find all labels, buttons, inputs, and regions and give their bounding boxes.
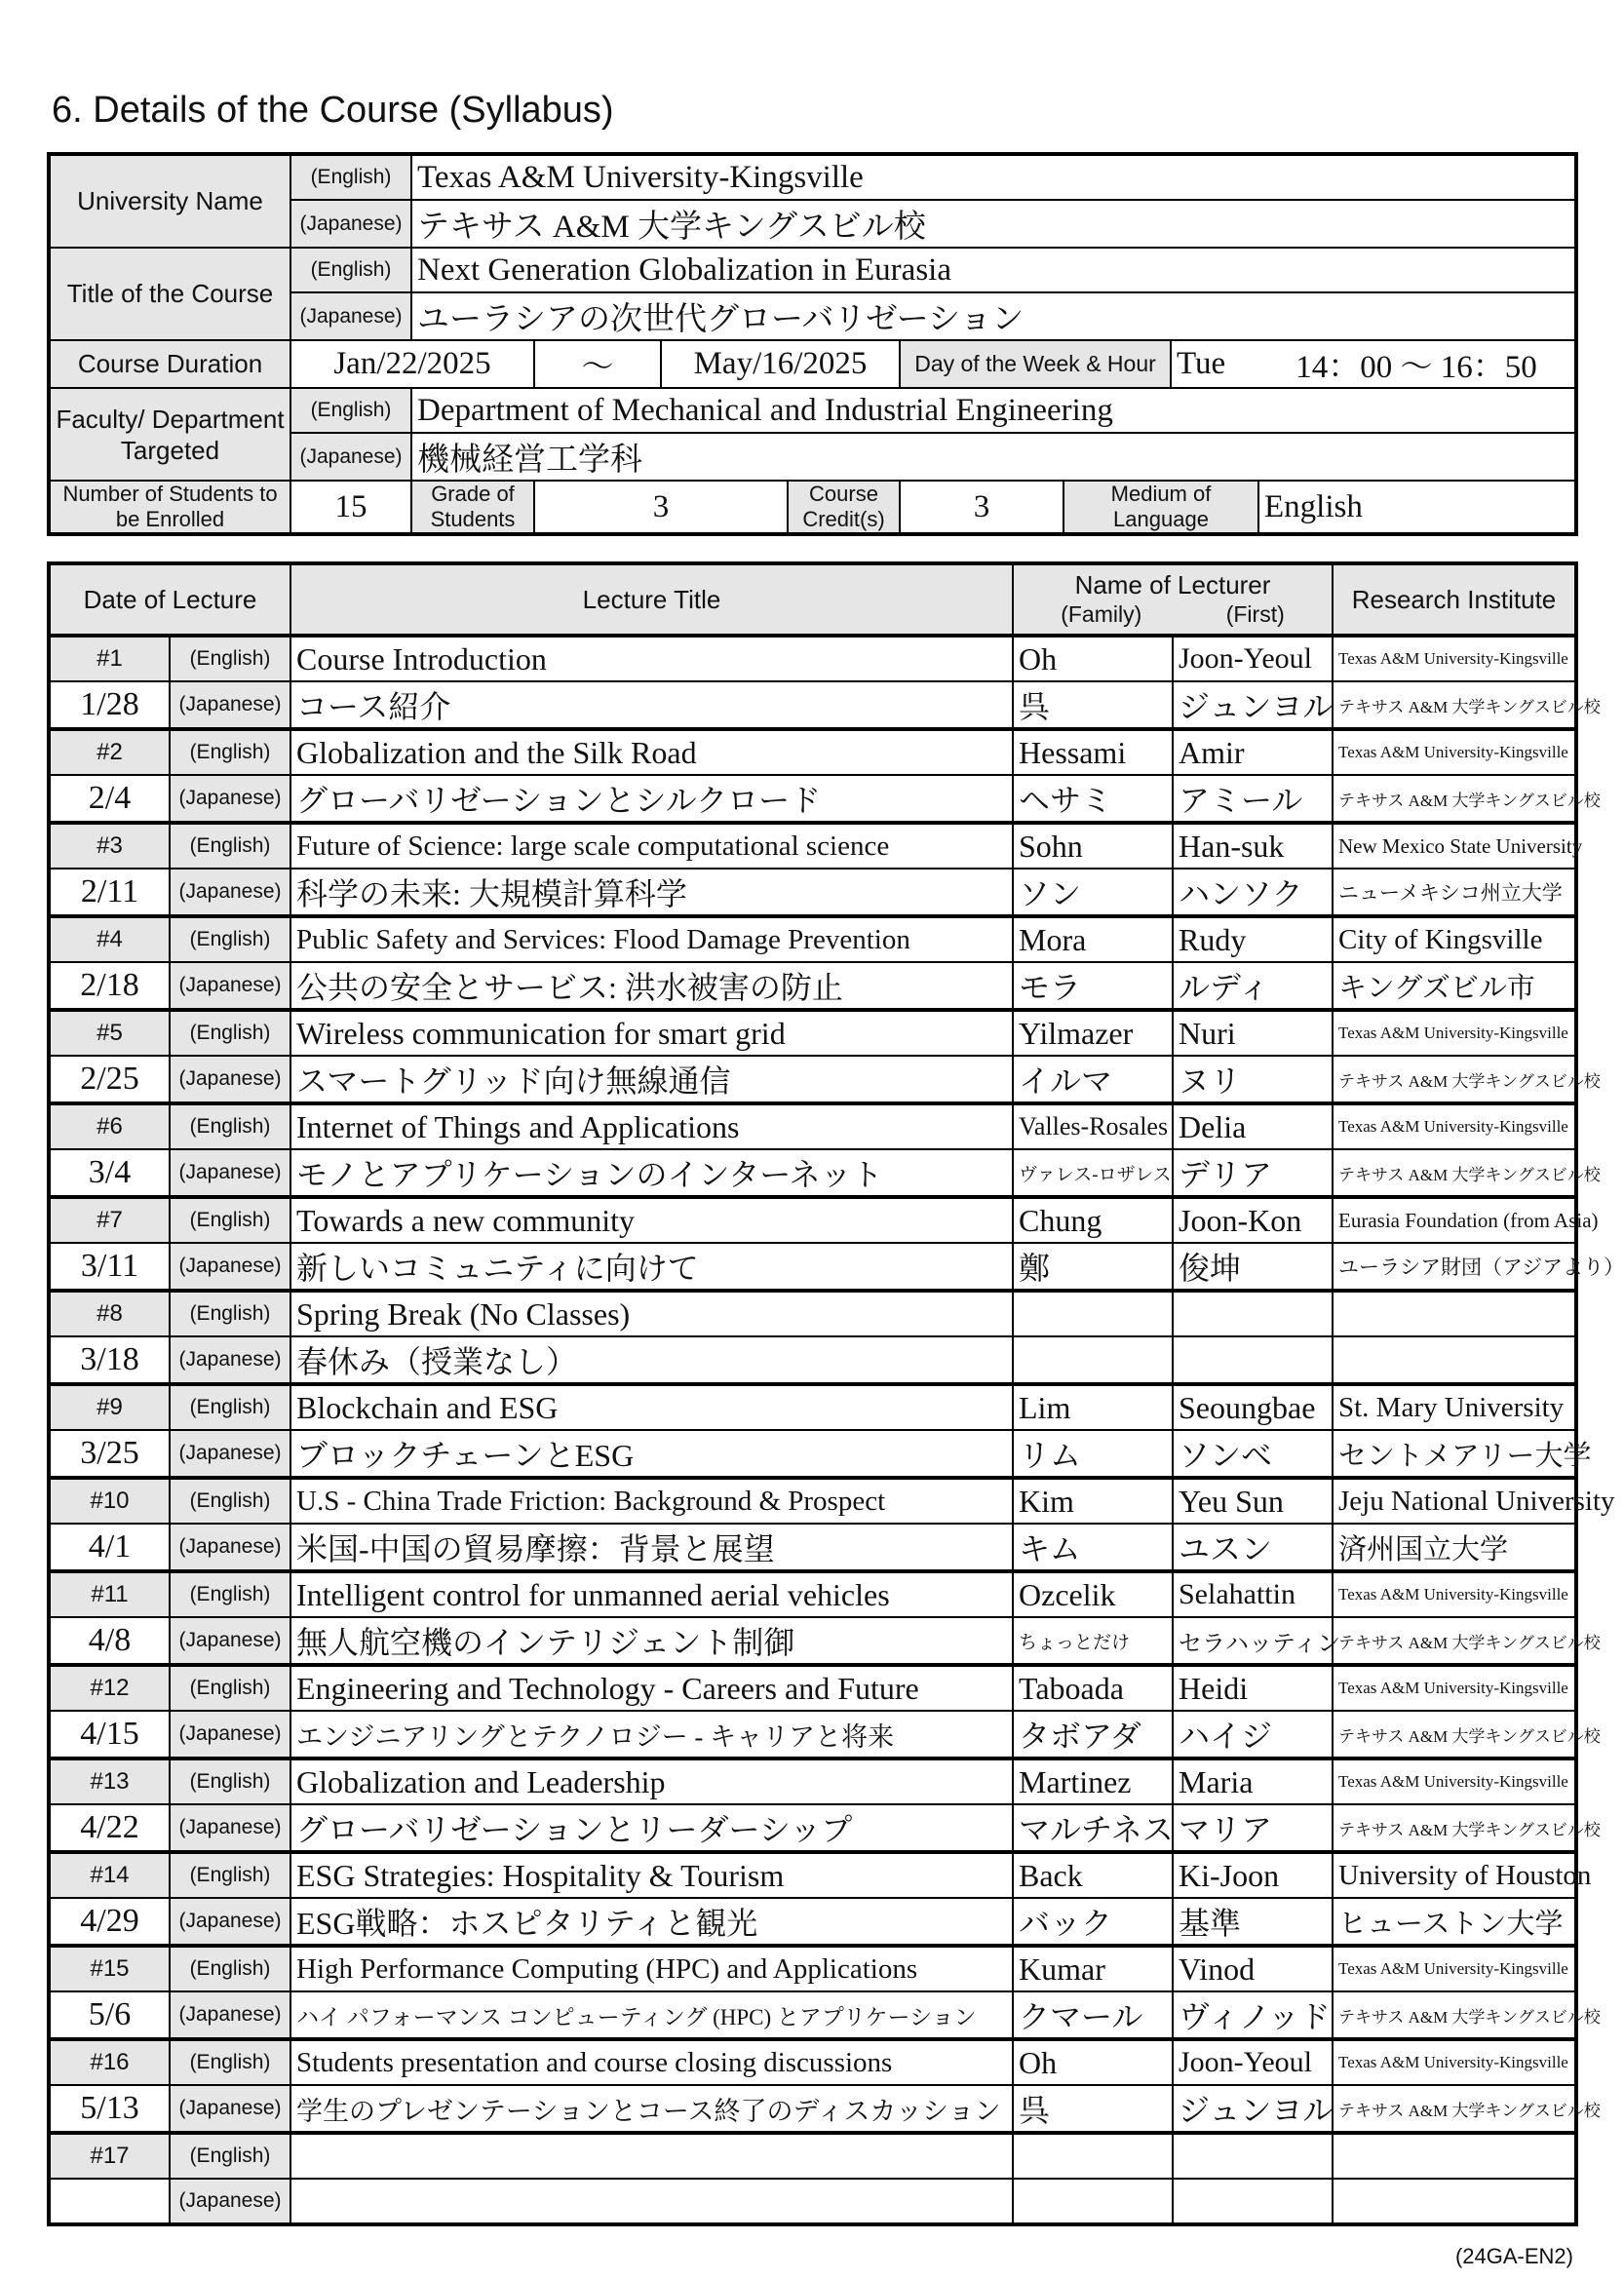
institute-en: Texas A&M University-Kingsville bbox=[1333, 636, 1576, 681]
lecture-row-japanese bbox=[49, 962, 1576, 1010]
lecture-date bbox=[49, 2179, 170, 2224]
institute-ja: テキサス A&M 大学キングスビル校 bbox=[1333, 775, 1576, 823]
lecturer-first-ja: ジュンヨル bbox=[1173, 2085, 1333, 2133]
lecture-row-japanese bbox=[49, 869, 1576, 916]
lecture-number: #17 bbox=[49, 2133, 170, 2179]
lecture-row-english bbox=[49, 1103, 1576, 1149]
lecturer-header-label: Name of Lecturer bbox=[1074, 570, 1271, 599]
institute-ja: テキサス A&M 大学キングスビル校 bbox=[1333, 1056, 1576, 1103]
lecture-title-en: Course Introduction bbox=[290, 636, 1013, 681]
institute-en: Jeju National University bbox=[1333, 1478, 1576, 1524]
institute-en: Texas A&M University-Kingsville bbox=[1333, 1665, 1576, 1711]
lecture-schedule-table bbox=[47, 561, 1624, 2226]
lecture-title-en: Spring Break (No Classes) bbox=[290, 1291, 1013, 1336]
lecturer-family-en: Kumar bbox=[1013, 1946, 1173, 1991]
lecture-title-en: Blockchain and ESG bbox=[290, 1384, 1013, 1430]
japanese-tag: (Japanese) bbox=[290, 200, 411, 248]
lecture-title-en: Future of Science: large scale computational science bbox=[290, 823, 1013, 869]
lecture-title-ja: モノとアプリケーションのインターネット bbox=[290, 1149, 1013, 1197]
lecture-row-japanese bbox=[49, 1804, 1576, 1852]
lecturer-first-en: Yeu Sun bbox=[1173, 1478, 1333, 1524]
institute-en: Texas A&M University-Kingsville bbox=[1333, 1758, 1576, 1804]
lecturer-family-en: Oh bbox=[1013, 2039, 1173, 2085]
lecture-row-japanese bbox=[49, 1617, 1576, 1665]
duration-end: May/16/2025 bbox=[661, 340, 900, 388]
lecture-title-en: Wireless communication for smart grid bbox=[290, 1010, 1013, 1056]
institute-ja: ニューメキシコ州立大学 bbox=[1333, 869, 1576, 916]
japanese-tag: (Japanese) bbox=[170, 1336, 290, 1384]
institute-ja: ユーラシア財団（アジアより） bbox=[1333, 1243, 1576, 1291]
first-header: (First) bbox=[1225, 601, 1285, 627]
grade-value: 3 bbox=[534, 481, 788, 534]
lecture-title-ja: 公共の安全とサービス: 洪水被害の防止 bbox=[290, 962, 1013, 1010]
japanese-tag: (Japanese) bbox=[170, 2085, 290, 2133]
institute-en: Eurasia Foundation (from Asia) bbox=[1333, 1197, 1576, 1243]
lecturer-first-en: Selahattin bbox=[1173, 1571, 1333, 1617]
lecture-number: #14 bbox=[49, 1852, 170, 1898]
lecture-number: #13 bbox=[49, 1758, 170, 1804]
institute-en: City of Kingsville bbox=[1333, 916, 1576, 962]
institute-ja: テキサス A&M 大学キングスビル校 bbox=[1333, 1991, 1576, 2039]
lecturer-family-ja: タボアダ bbox=[1013, 1711, 1173, 1758]
duration-separator: ～ bbox=[534, 340, 661, 388]
lecture-title-en: Students presentation and course closing discussions bbox=[290, 2039, 1013, 2085]
lecture-title-ja: 春休み（授業なし） bbox=[290, 1336, 1013, 1384]
lecture-title-en: Public Safety and Services: Flood Damage Prevention bbox=[290, 916, 1013, 962]
english-tag: (English) bbox=[170, 1571, 290, 1617]
title-header: Lecture Title bbox=[290, 563, 1013, 636]
japanese-tag: (Japanese) bbox=[170, 1617, 290, 1665]
english-tag: (English) bbox=[170, 2039, 290, 2085]
institute-en: New Mexico State University bbox=[1333, 823, 1576, 869]
faculty-label: Faculty/ Department Targeted bbox=[49, 388, 290, 481]
lecturer-family-ja: ソン bbox=[1013, 869, 1173, 916]
lecturer-family-en: Taboada bbox=[1013, 1665, 1173, 1711]
lecturer-first-en: Vinod bbox=[1173, 1946, 1333, 1991]
institute-en: Texas A&M University-Kingsville bbox=[1333, 1571, 1576, 1617]
lecturer-family-ja bbox=[1013, 2179, 1173, 2224]
lecture-title-ja: 無人航空機のインテリジェント制御 bbox=[290, 1617, 1013, 1665]
lecture-row-english bbox=[49, 823, 1576, 869]
institute-en bbox=[1333, 1291, 1576, 1336]
lecture-date: 2/25 bbox=[49, 1056, 170, 1103]
lecturer-family-ja bbox=[1013, 1336, 1173, 1384]
institute-ja: テキサス A&M 大学キングスビル校 bbox=[1333, 1804, 1576, 1852]
lecture-row-japanese bbox=[49, 2085, 1576, 2133]
english-tag: (English) bbox=[290, 248, 411, 292]
english-tag: (English) bbox=[170, 1758, 290, 1804]
japanese-tag: (Japanese) bbox=[170, 2179, 290, 2224]
lecturer-family-ja: 鄭 bbox=[1013, 1243, 1173, 1291]
lecturer-first-en: Heidi bbox=[1173, 1665, 1333, 1711]
university-name-en: Texas A&M University-Kingsville bbox=[411, 154, 1576, 200]
english-tag: (English) bbox=[170, 1946, 290, 1991]
lecturer-family-ja: バック bbox=[1013, 1898, 1173, 1946]
institute-ja: テキサス A&M 大学キングスビル校 bbox=[1333, 1711, 1576, 1758]
lecture-row-english bbox=[49, 2039, 1576, 2085]
duration-start: Jan/22/2025 bbox=[290, 340, 534, 388]
lecturer-family-en: Ozcelik bbox=[1013, 1571, 1173, 1617]
institute-ja: テキサス A&M 大学キングスビル校 bbox=[1333, 681, 1576, 729]
lecturer-family-ja: ちょっとだけ bbox=[1013, 1617, 1173, 1665]
lecturer-family-ja: マルチネス bbox=[1013, 1804, 1173, 1852]
lecture-date: 2/4 bbox=[49, 775, 170, 823]
lecture-date: 5/13 bbox=[49, 2085, 170, 2133]
lecturer-family-en: Lim bbox=[1013, 1384, 1173, 1430]
institute-ja: テキサス A&M 大学キングスビル校 bbox=[1333, 2085, 1576, 2133]
japanese-tag: (Japanese) bbox=[170, 1149, 290, 1197]
lecture-date: 4/1 bbox=[49, 1524, 170, 1571]
lecture-number: #12 bbox=[49, 1665, 170, 1711]
lecture-hour: 14：00 ～ 16：50 bbox=[1258, 340, 1576, 388]
institute-ja bbox=[1333, 2179, 1576, 2224]
english-tag: (English) bbox=[170, 916, 290, 962]
japanese-tag: (Japanese) bbox=[170, 1804, 290, 1852]
lecturer-first-ja: ジュンヨル bbox=[1173, 681, 1333, 729]
japanese-tag: (Japanese) bbox=[170, 869, 290, 916]
lecturer-first-ja: ハイジ bbox=[1173, 1711, 1333, 1758]
lecture-title-ja: グローバリゼーションとシルクロード bbox=[290, 775, 1013, 823]
lecture-number: #4 bbox=[49, 916, 170, 962]
lecturer-first-en: Rudy bbox=[1173, 916, 1333, 962]
institute-ja: セントメアリー大学 bbox=[1333, 1430, 1576, 1478]
english-tag: (English) bbox=[170, 729, 290, 775]
lecture-date: 3/4 bbox=[49, 1149, 170, 1197]
lecture-row-english bbox=[49, 1665, 1576, 1711]
lecturer-family-ja: キム bbox=[1013, 1524, 1173, 1571]
lecture-title-ja bbox=[290, 2179, 1013, 2224]
english-tag: (English) bbox=[170, 2133, 290, 2179]
day-hour-label: Day of the Week & Hour bbox=[900, 340, 1171, 388]
lecturer-family-ja: 呉 bbox=[1013, 681, 1173, 729]
lecture-title-ja: ESG戦略：ホスピタリティと観光 bbox=[290, 1898, 1013, 1946]
japanese-tag: (Japanese) bbox=[170, 1243, 290, 1291]
num-students-label: Number of Students to be Enrolled bbox=[49, 481, 290, 534]
lecturer-family-ja: リム bbox=[1013, 1430, 1173, 1478]
lecture-date: 2/18 bbox=[49, 962, 170, 1010]
lecture-date: 4/29 bbox=[49, 1898, 170, 1946]
lecture-title-en: Intelligent control for unmanned aerial vehicles bbox=[290, 1571, 1013, 1617]
lecture-row-english bbox=[49, 1758, 1576, 1804]
lecturer-family-ja: 呉 bbox=[1013, 2085, 1173, 2133]
lecture-number: #1 bbox=[49, 636, 170, 681]
lecture-title-en bbox=[290, 2133, 1013, 2179]
faculty-en: Department of Mechanical and Industrial Engineering bbox=[411, 388, 1576, 433]
lecture-row-japanese bbox=[49, 1336, 1576, 1384]
lecturer-first-ja: ヴィノッド bbox=[1173, 1991, 1333, 2039]
lecturer-first-ja bbox=[1173, 1336, 1333, 1384]
lecture-row-english bbox=[49, 1010, 1576, 1056]
institute-ja bbox=[1333, 1336, 1576, 1384]
lecture-number: #11 bbox=[49, 1571, 170, 1617]
lecture-date: 3/18 bbox=[49, 1336, 170, 1384]
lecturer-first-en: Amir bbox=[1173, 729, 1333, 775]
lecturer-first-ja: セラハッティン bbox=[1173, 1617, 1333, 1665]
lecture-title-ja: エンジニアリングとテクノロジー - キャリアと将来 bbox=[290, 1711, 1013, 1758]
lecture-row-english bbox=[49, 1852, 1576, 1898]
lecture-title-ja: 学生のプレゼンテーションとコース終了のディスカッション bbox=[290, 2085, 1013, 2133]
lecture-number: #8 bbox=[49, 1291, 170, 1336]
lecturer-family-en: Valles-Rosales bbox=[1013, 1103, 1173, 1149]
page-heading: 6. Details of the Course (Syllabus) bbox=[52, 90, 614, 131]
institute-en: Texas A&M University-Kingsville bbox=[1333, 1946, 1576, 1991]
lecture-row-english bbox=[49, 636, 1576, 681]
grade-label: Grade of Students bbox=[411, 481, 534, 534]
english-tag: (English) bbox=[290, 388, 411, 433]
lecture-row-japanese bbox=[49, 681, 1576, 729]
lecture-title-en: Globalization and Leadership bbox=[290, 1758, 1013, 1804]
lecture-number: #6 bbox=[49, 1103, 170, 1149]
lecture-title-ja: ハイ パフォーマンス コンピューティング (HPC) とアプリケーション bbox=[290, 1991, 1013, 2039]
lecture-title-en: High Performance Computing (HPC) and Applications bbox=[290, 1946, 1013, 1991]
lecturer-first-ja: ソンベ bbox=[1173, 1430, 1333, 1478]
lecturer-first-en: Maria bbox=[1173, 1758, 1333, 1804]
english-tag: (English) bbox=[170, 1103, 290, 1149]
lecture-row-japanese bbox=[49, 1056, 1576, 1103]
japanese-tag: (Japanese) bbox=[170, 1991, 290, 2039]
lecturer-first-ja: ユスン bbox=[1173, 1524, 1333, 1571]
lecture-row-japanese bbox=[49, 1430, 1576, 1478]
lecture-title-ja: ブロックチェーンとESG bbox=[290, 1430, 1013, 1478]
university-name-ja: テキサス A&M 大学キングスビル校 bbox=[411, 200, 1576, 248]
lecture-row-english bbox=[49, 2133, 1576, 2179]
lecturer-family-en: Kim bbox=[1013, 1478, 1173, 1524]
lecture-title-ja: グローバリゼーションとリーダーシップ bbox=[290, 1804, 1013, 1852]
japanese-tag: (Japanese) bbox=[170, 962, 290, 1010]
lecture-row-japanese bbox=[49, 1243, 1576, 1291]
lecture-title-ja: 米国-中国の貿易摩擦：背景と展望 bbox=[290, 1524, 1013, 1571]
japanese-tag: (Japanese) bbox=[170, 1898, 290, 1946]
day-of-week: Tue bbox=[1171, 340, 1258, 388]
lecture-title-ja: コース紹介 bbox=[290, 681, 1013, 729]
english-tag: (English) bbox=[170, 1384, 290, 1430]
lecture-row-english bbox=[49, 729, 1576, 775]
date-header: Date of Lecture bbox=[49, 563, 290, 636]
lecturer-first-en bbox=[1173, 2133, 1333, 2179]
lecturer-family-en: Chung bbox=[1013, 1197, 1173, 1243]
course-title-ja: ユーラシアの次世代グローバリゼーション bbox=[411, 292, 1576, 340]
lecturer-family-en: Hessami bbox=[1013, 729, 1173, 775]
lecturer-family-ja: イルマ bbox=[1013, 1056, 1173, 1103]
english-tag: (English) bbox=[290, 154, 411, 200]
institute-en: University of Houston bbox=[1333, 1852, 1576, 1898]
lecture-number: #9 bbox=[49, 1384, 170, 1430]
lecturer-first-en: Han-suk bbox=[1173, 823, 1333, 869]
form-code: (24GA-EN2) bbox=[1454, 2244, 1573, 2268]
university-name-label: University Name bbox=[49, 154, 290, 248]
lecturer-first-en bbox=[1173, 1291, 1333, 1336]
lecture-row-english bbox=[49, 916, 1576, 962]
japanese-tag: (Japanese) bbox=[170, 681, 290, 729]
lecturer-first-ja: 基準 bbox=[1173, 1898, 1333, 1946]
lecture-date: 4/22 bbox=[49, 1804, 170, 1852]
lecturer-family-ja: モラ bbox=[1013, 962, 1173, 1010]
lecture-number: #5 bbox=[49, 1010, 170, 1056]
lecture-title-ja: スマートグリッド向け無線通信 bbox=[290, 1056, 1013, 1103]
lecturer-family-en: Oh bbox=[1013, 636, 1173, 681]
english-tag: (English) bbox=[170, 1291, 290, 1336]
lecture-row-japanese bbox=[49, 1524, 1576, 1571]
course-duration-label: Course Duration bbox=[49, 340, 290, 388]
credits-label: Course Credit(s) bbox=[788, 481, 900, 534]
institute-en: Texas A&M University-Kingsville bbox=[1333, 1103, 1576, 1149]
lecturer-first-en: Joon-Kon bbox=[1173, 1197, 1333, 1243]
num-students-value: 15 bbox=[290, 481, 411, 534]
lecturer-first-en: Seoungbae bbox=[1173, 1384, 1333, 1430]
lecturer-first-en: Joon-Yeoul bbox=[1173, 2039, 1333, 2085]
lecturer-first-ja: ヌリ bbox=[1173, 1056, 1333, 1103]
lecture-date: 4/15 bbox=[49, 1711, 170, 1758]
lecturer-family-en: Sohn bbox=[1013, 823, 1173, 869]
institute-ja: 済州国立大学 bbox=[1333, 1524, 1576, 1571]
lecturer-first-ja: ハンソク bbox=[1173, 869, 1333, 916]
lecturer-header bbox=[1013, 563, 1333, 636]
japanese-tag: (Japanese) bbox=[170, 1524, 290, 1571]
lecturer-family-en bbox=[1013, 1291, 1173, 1336]
lecturer-family-ja: ヘサミ bbox=[1013, 775, 1173, 823]
lecture-date: 5/6 bbox=[49, 1991, 170, 2039]
lecturer-first-ja: アミール bbox=[1173, 775, 1333, 823]
lecturer-first-ja bbox=[1173, 2179, 1333, 2224]
lecture-title-en: Towards a new community bbox=[290, 1197, 1013, 1243]
lecturer-first-en: Joon-Yeoul bbox=[1173, 636, 1333, 681]
lecture-row-japanese bbox=[49, 2179, 1576, 2224]
credits-value: 3 bbox=[900, 481, 1063, 534]
lecture-row-english bbox=[49, 1571, 1576, 1617]
institute-en bbox=[1333, 2133, 1576, 2179]
institute-ja: テキサス A&M 大学キングスビル校 bbox=[1333, 1617, 1576, 1665]
lecture-date: 3/11 bbox=[49, 1243, 170, 1291]
lecturer-first-ja: マリア bbox=[1173, 1804, 1333, 1852]
japanese-tag: (Japanese) bbox=[170, 775, 290, 823]
institute-header: Research Institute bbox=[1333, 563, 1576, 636]
lecturer-family-en: Martinez bbox=[1013, 1758, 1173, 1804]
japanese-tag: (Japanese) bbox=[170, 1056, 290, 1103]
lecture-row-japanese bbox=[49, 775, 1576, 823]
course-title-label: Title of the Course bbox=[49, 248, 290, 340]
japanese-tag: (Japanese) bbox=[290, 292, 411, 340]
lecture-row-english bbox=[49, 1384, 1576, 1430]
english-tag: (English) bbox=[170, 1852, 290, 1898]
lecture-row-japanese bbox=[49, 1898, 1576, 1946]
japanese-tag: (Japanese) bbox=[170, 1430, 290, 1478]
lecturer-family-en: Back bbox=[1013, 1852, 1173, 1898]
medium-value: English bbox=[1258, 481, 1576, 534]
lecture-number: #16 bbox=[49, 2039, 170, 2085]
lecture-title-en: Engineering and Technology - Careers and Future bbox=[290, 1665, 1013, 1711]
course-title-en: Next Generation Globalization in Eurasia bbox=[411, 248, 1576, 292]
lecture-title-ja: 新しいコミュニティに向けて bbox=[290, 1243, 1013, 1291]
lecturer-first-en: Ki-Joon bbox=[1173, 1852, 1333, 1898]
english-tag: (English) bbox=[170, 1665, 290, 1711]
lecture-row-japanese bbox=[49, 1711, 1576, 1758]
lecturer-first-ja: ルディ bbox=[1173, 962, 1333, 1010]
lecture-row-japanese bbox=[49, 1149, 1576, 1197]
lecture-number: #10 bbox=[49, 1478, 170, 1524]
japanese-tag: (Japanese) bbox=[170, 1711, 290, 1758]
lecturer-first-ja: 俊坤 bbox=[1173, 1243, 1333, 1291]
lecture-row-english bbox=[49, 1478, 1576, 1524]
lecturer-first-ja: デリア bbox=[1173, 1149, 1333, 1197]
japanese-tag: (Japanese) bbox=[290, 433, 411, 481]
lecture-number: #3 bbox=[49, 823, 170, 869]
english-tag: (English) bbox=[170, 1478, 290, 1524]
lecture-number: #7 bbox=[49, 1197, 170, 1243]
lecture-date: 1/28 bbox=[49, 681, 170, 729]
lecture-date: 4/8 bbox=[49, 1617, 170, 1665]
faculty-ja: 機械経営工学科 bbox=[411, 433, 1576, 481]
course-info-table bbox=[47, 152, 1578, 536]
lecture-row-english bbox=[49, 1946, 1576, 1991]
lecture-date: 3/25 bbox=[49, 1430, 170, 1478]
institute-ja: キングズビル市 bbox=[1333, 962, 1576, 1010]
institute-en: Texas A&M University-Kingsville bbox=[1333, 729, 1576, 775]
institute-ja: テキサス A&M 大学キングスビル校 bbox=[1333, 1149, 1576, 1197]
lecturer-family-ja: ヴァレス-ロザレス bbox=[1013, 1149, 1173, 1197]
english-tag: (English) bbox=[170, 636, 290, 681]
lecturer-family-en: Yilmazer bbox=[1013, 1010, 1173, 1056]
family-header: (Family) bbox=[1061, 601, 1142, 627]
institute-en: St. Mary University bbox=[1333, 1384, 1576, 1430]
lecture-number: #15 bbox=[49, 1946, 170, 1991]
lecturer-family-ja: クマール bbox=[1013, 1991, 1173, 2039]
lecture-title-ja: 科学の未来: 大規模計算科学 bbox=[290, 869, 1013, 916]
lecture-row-english bbox=[49, 1291, 1576, 1336]
institute-en: Texas A&M University-Kingsville bbox=[1333, 1010, 1576, 1056]
english-tag: (English) bbox=[170, 1010, 290, 1056]
lecture-title-en: Globalization and the Silk Road bbox=[290, 729, 1013, 775]
lecturer-family-en bbox=[1013, 2133, 1173, 2179]
lecture-row-english bbox=[49, 1197, 1576, 1243]
english-tag: (English) bbox=[170, 1197, 290, 1243]
lecturer-first-en: Nuri bbox=[1173, 1010, 1333, 1056]
lecturer-first-en: Delia bbox=[1173, 1103, 1333, 1149]
lecture-title-en: U.S - China Trade Friction: Background & Prospect bbox=[290, 1478, 1013, 1524]
lecturer-family-en: Mora bbox=[1013, 916, 1173, 962]
institute-ja: ヒューストン大学 bbox=[1333, 1898, 1576, 1946]
lecture-row-japanese bbox=[49, 1991, 1576, 2039]
english-tag: (English) bbox=[170, 823, 290, 869]
institute-en: Texas A&M University-Kingsville bbox=[1333, 2039, 1576, 2085]
lecture-date: 2/11 bbox=[49, 869, 170, 916]
lecture-number: #2 bbox=[49, 729, 170, 775]
lecture-title-en: Internet of Things and Applications bbox=[290, 1103, 1013, 1149]
lecture-title-en: ESG Strategies: Hospitality & Tourism bbox=[290, 1852, 1013, 1898]
medium-label: Medium of Language bbox=[1063, 481, 1258, 534]
